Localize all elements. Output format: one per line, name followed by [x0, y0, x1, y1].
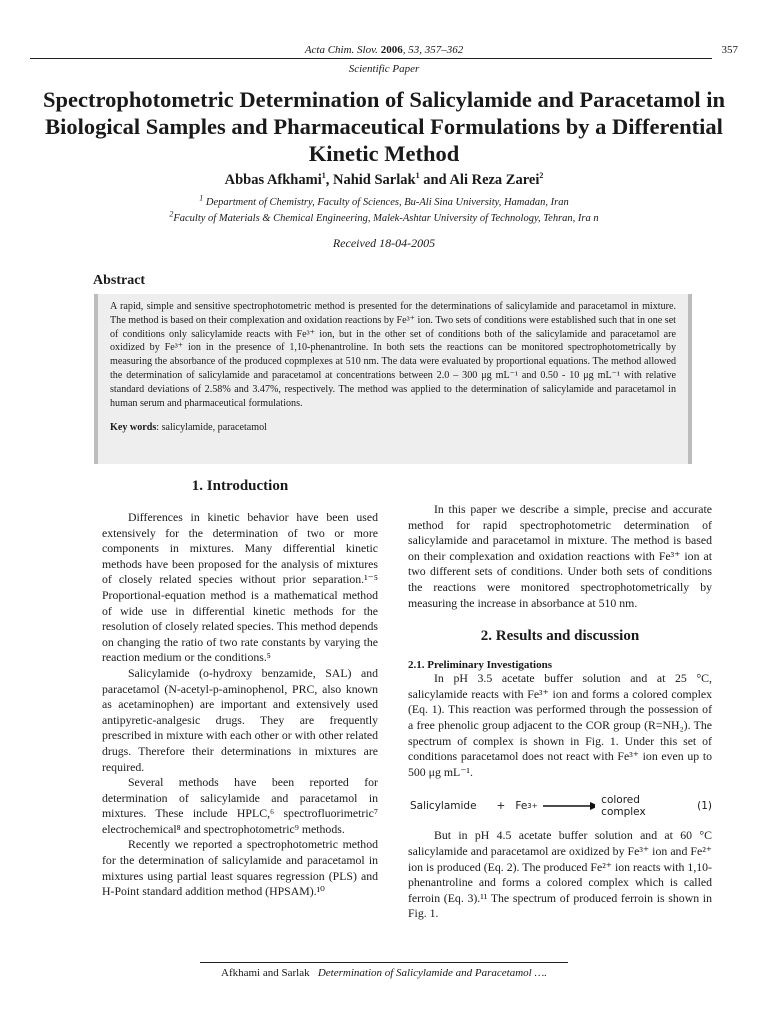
paper-type: Scientific Paper	[348, 63, 420, 75]
eq-number: (1)	[697, 800, 712, 813]
journal-name: Acta Chim. Slov.	[304, 44, 378, 56]
abstract-text: A rapid, simple and sensitive spectrophotometric method is presented for the determinations of salicylamide and paracetamol in mixture. The method is based on their complexation and oxidation reactions by Fe³⁺ ion. Two sets of conditions were established such that in one set of conditions only salicylamide reacts with Fe³⁺ ion, but in the other set of conditions both of the salicylamide and paracetamol are oxidized by Fe³⁺ ion in the presence of 1,10-phenantroline. In both sets the reactions can be monitored spectrophotometrically by measuring the absorbance of the produced copmplexes at 510 nm. The data were evaluated by proportional equations. The method allowed the determination of salicylamide and paracetamol at concentrations between 2.0 – 300 μg mL⁻¹ and 0.50 - 10 μg mL⁻¹ with relative standard deviations of 2.58% and 3.47%, respectively. The method was applied to the determination of salicylamide and paracetamol in human serum and pharmaceutical formulations.	[110, 301, 676, 409]
abstract-box	[94, 294, 692, 464]
page-footer	[0, 967, 768, 979]
journal-volume: 53	[408, 44, 420, 56]
right-column	[408, 502, 712, 922]
equation-1: Salicylamide + Fe 3+ colored complex (1)	[410, 794, 712, 819]
affiliation-2: $^2$Faculty of Materials & Chemical Engineering, Malek-Ashtar University of Technology, Tehran, Ira n	[169, 209, 599, 224]
journal-year: 2006	[380, 44, 403, 56]
author-affiliation-mark: 1	[415, 171, 420, 181]
footer-rule	[200, 962, 568, 963]
paragraph: But in pH 4.5 acetate buffer solution and at 60 °C salicylamide and paracetamol are oxidized by Fe³⁺ ion and Fe²⁺ ion is produced (Eq. 2). The produced Fe²⁺ ion reacts with 1,10-phenantroline and forms a colored complex which is called ferroin (Eq. 3).¹¹ The spectrum of produced ferroin is shown in Fig. 1.	[408, 828, 712, 921]
author-affiliation-mark: 2	[539, 171, 544, 181]
intro-heading: 1. Introduction	[191, 478, 289, 494]
journal-pages: 357–362	[424, 44, 464, 56]
paragraph: Several methods have been reported for determination of salicylamide and paracetamol in mixtures. These include HPLC,⁶ spectrofluorimetric⁷ electrochemical⁸ and spectrophotometric⁹ methods.	[102, 775, 378, 836]
paper-title: Spectrophotometric Determination of Salicylamide and Paracetamol in Biological Samples and Pharmaceutical Formulations by a Differential Kinetic Method	[43, 87, 725, 166]
journal-header: Acta Chim. Slov. 2006, 53, 357–362	[304, 44, 464, 56]
author-name: Nahid Sarlak	[332, 172, 416, 188]
abstract-heading: Abstract	[93, 273, 146, 288]
page-number: 357	[721, 44, 738, 56]
paragraph: Recently we reported a spectrophotometric method for the determination of salicylamide and paracetamol in mixtures using partial least squares regression (PLS) and H-Point standard addition method (HPSAM).¹⁰	[102, 837, 378, 899]
intro-column	[102, 478, 378, 900]
footer-authors: Afkhami and Sarlak	[221, 967, 310, 979]
paragraph: In pH 3.5 acetate buffer solution and at 25 °C, salicylamide reacts with Fe³⁺ ion and forms a colored complex (Eq. 1). This reaction was performed through the possession of a free phenolic group adjacent to the COR group (R=NH₂). The spectrum of complex is shown in Fig. 1. Under this set of conditions paracetamol does not react with Fe³⁺ ion even up to 500 μg mL⁻¹.	[408, 671, 712, 779]
affiliation-1: $^1$ Department of Chemistry, Faculty of Sciences, Bu-Ali Sina University, Hamadan, Iran	[199, 193, 569, 208]
paragraph: Salicylamide (o-hydroxy benzamide, SAL) and paracetamol (N-acetyl-p-aminophenol, PRC, also known as acetaminophen) are important and extensively used antipyretic-analgesic drugs. They are frequently prescribed in mixture with each other or with other related drugs. Therefore their determinations in mixtures are required.	[102, 665, 378, 774]
received-date: Received 18-04-2005	[332, 236, 436, 250]
eq-reactant-fe: Fe	[515, 800, 528, 813]
reaction-arrow-icon	[542, 801, 596, 811]
keywords-list: : salicylamide, paracetamol	[156, 422, 267, 434]
keywords-label: Key words	[110, 422, 157, 434]
paragraph: In this paper we describe a simple, precise and accurate method for rapid spectrophotometric determination of salicylamide and paracetamol in mixture. The method is based on their complexation and oxidation reactions with Fe³⁺ ion at two different sets of conditions. Under both sets of conditions the reactions were monitored spectrophotometrically by measuring the increase in absorbance at 510 nm.	[408, 502, 712, 610]
results-body-2	[408, 828, 712, 922]
eq-reactant-salicylamide: Salicylamide	[410, 800, 477, 813]
author-affiliation-mark: 1	[321, 171, 326, 181]
eq-product: colored complex	[601, 794, 646, 819]
author-name: Ali Reza Zarei	[449, 172, 540, 188]
author-list: Abbas Afkhami$^1$, Nahid Sarlak$^1$ and Ali Reza Zarei$^2$	[224, 171, 544, 188]
results-body-1	[408, 671, 712, 780]
right-intro	[408, 502, 712, 611]
author-name: Abbas Afkhami	[224, 172, 322, 188]
keywords	[110, 422, 676, 433]
results-heading: 2. Results and discussion	[480, 628, 640, 645]
intro-body	[102, 510, 378, 900]
header-rule	[30, 58, 712, 59]
subsection-heading: 2.1. Preliminary Investigations	[408, 659, 553, 672]
footer-title: Determination of Salicylamide and Paracetamol ….	[317, 967, 547, 979]
paragraph: Differences in kinetic behavior have been used extensively for the determination of two or more components in mixtures. Many differential kinetic methods have been proposed for the analysis of mixtures of closely related species without prior separation.¹⁻⁵ Proportional-equation method is a mathematical method of wide use in differential kinetic methods for the resolution of closely related species. This method depends on changing the ratio of two rate constants by varying the reaction medium or the conditions.⁵	[102, 510, 378, 665]
